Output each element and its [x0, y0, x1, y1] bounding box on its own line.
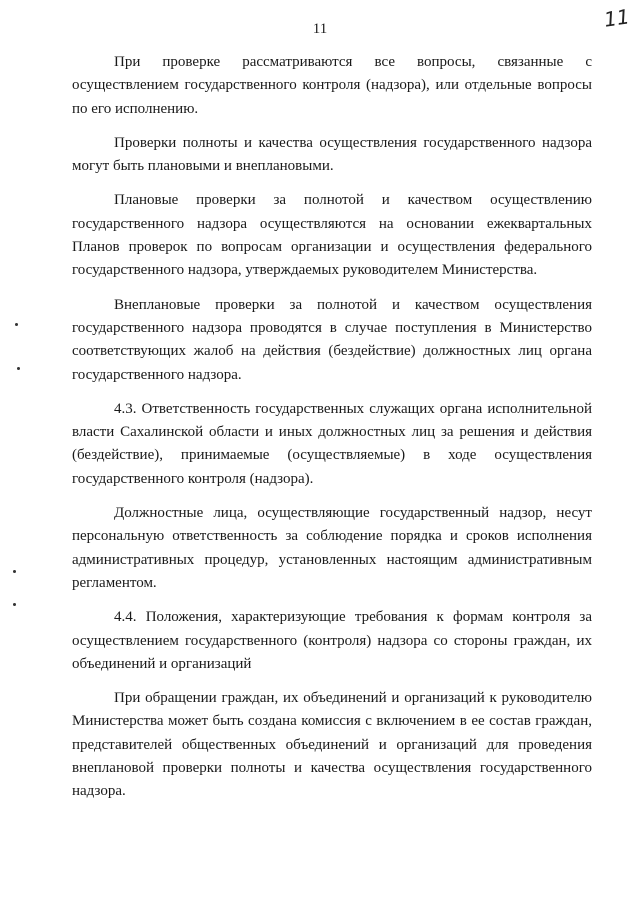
handwritten-page-mark: 11	[602, 4, 631, 32]
paragraph-3: Плановые проверки за полнотой и качеством осуществлению государственного надзора осуществляются на основании ежеквартальных Планов проверок по вопросам организации и осуществления федерального государственного надзора, утверждаемых руководителем Министерства.	[72, 192, 592, 279]
body-text	[72, 51, 592, 804]
paragraph-section-4-4: 4.4. Положения, характеризующие требования к формам контроля за осуществлением государственного (контроля) надзора со стороны граждан, их объединений и организаций	[72, 609, 592, 672]
paragraph-2: Проверки полноты и качества осуществления государственного надзора могут быть плановыми и внеплановыми.	[72, 134, 592, 175]
scan-artifact-dot	[13, 603, 16, 606]
paragraph-4: Внеплановые проверки за полнотой и качеством осуществления государственного надзора проводятся в случае поступления в Министерство соответствующих жалоб на действия (бездействие) должностных лиц органа государственного надзора.	[72, 296, 592, 383]
scan-artifact-dot	[17, 367, 20, 370]
scan-artifact-dot	[13, 570, 16, 573]
paragraph-6: Должностные лица, осуществляющие государственный надзор, несут персональную ответственность за соблюдение порядка и сроков исполнения административных процедур, установленных настоящим административным регламентом.	[72, 505, 592, 591]
page-number: 11	[312, 21, 328, 37]
scan-artifact-dot	[15, 323, 18, 326]
paragraph-section-4-3: 4.3. Ответственность государственных служащих органа исполнительной власти Сахалинской области и иных должностных лиц за решения и действия (бездействие), принимаемые (осуществляемые) в ходе осуществления государственного контроля (надзора).	[72, 400, 592, 487]
paragraph-8: При обращении граждан, их объединений и организаций к руководителю Министерства может быть создана комиссия с включением в ее состав граждан, представителей общественных объединений и организаций для проведения внеплановой проверки полноты и качества осуществления государственного надзора.	[72, 690, 592, 800]
paragraph-1: При проверке рассматриваются все вопросы, связанные с осуществлением государственного контроля (надзора), или отдельные вопросы по его исполнению.	[72, 54, 592, 117]
